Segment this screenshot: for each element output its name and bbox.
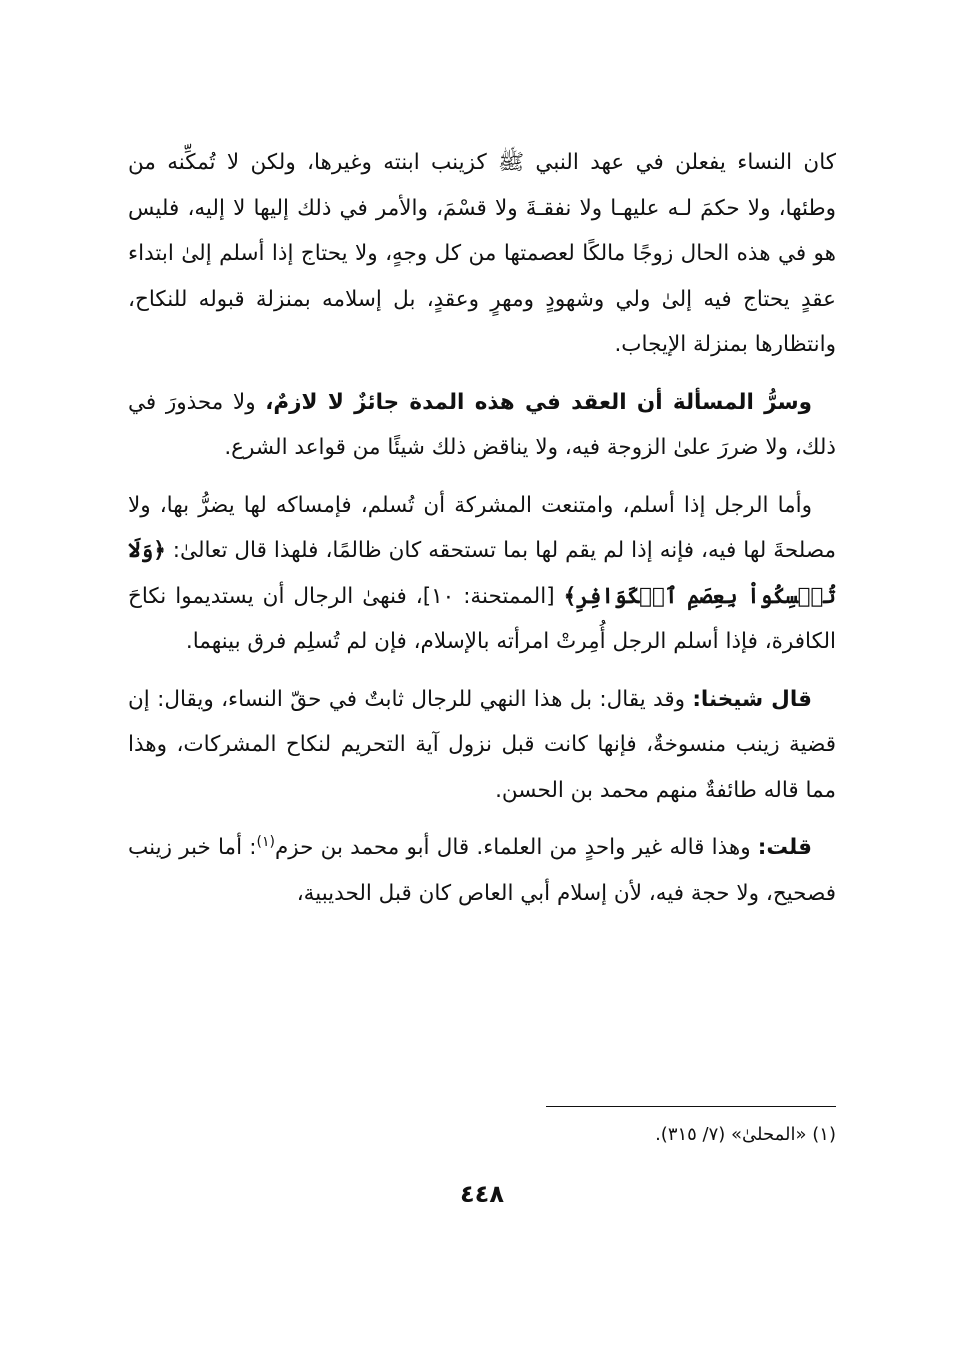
paragraph-4-text: وقد يقال: بل هذا النهي للرجال ثابتٌ في حقّ النساء، ويقال: إن قضية زينب منسوخةٌ، فإنها كانت قبل نزول آية التحريم لنكاح المشركات، وهذا مما قاله طائفةٌ منهم محمد بن الحسن. <box>128 686 836 803</box>
main-text <box>128 140 836 928</box>
paragraph-5 <box>128 825 836 916</box>
footnote-reference[interactable]: (١) <box>256 833 275 850</box>
paragraph-3-text-a: وأما الرجل إذا أسلم، وامتنعت المشركة أن تُسلم، فإمساكه لها يضرُّ بها، ولا مصلحةَ لها فيه، فإنه إذا لم يقم لها بما تستحقه كان ظالمًا، فلهذا قال تعالىٰ: <box>128 492 836 563</box>
paragraph-2 <box>128 380 836 471</box>
paragraph-5-text-b: : أما خبر زينب فصحيح، ولا حجة فيه، لأن إسلام أبي العاص كان قبل الحديبية، <box>128 835 836 906</box>
page-number: ٤٤٨ <box>460 1180 504 1208</box>
paragraph-5-bold-text: قلت: <box>757 835 812 860</box>
paragraph-2-text: ولا محذورَ في ذلك، ولا ضررَ علىٰ الزوجة فيه، ولا يناقض ذلك شيئًا من قواعد الشرع. <box>128 389 836 460</box>
quran-verse: ﴿وَلَا تُمۡسِكُواْ بِعِصَمِ ٱلۡكَوَافِرِ﴾ <box>128 538 836 609</box>
paragraph-4 <box>128 677 836 814</box>
paragraph-3 <box>128 483 836 665</box>
paragraph-3-text-b: [الممتحنة: ١٠]، فنهىٰ الرجال أن يستديموا نكاحَ الكافرة، فإذا أسلم الرجل أُمِرتْ امرأته بالإسلام، فإن لم تُسلِم فرق بينهما. <box>128 583 836 654</box>
paragraph-1-text: كان النساء يفعلن في عهد النبي ﷺ كزينب ابنته وغيرها، ولكن لا تُمكِّنه من وطئها، ولا حكمَ لـه عليهـا ولا نفقـةَ ولا قسْمَ، والأمر في ذلك إليها لا إليه، فليس هو في هذه الحال زوجًا مالكًا لعصمتها من كل وجهٍ، ولا يحتاج إذا أسلم إلىٰ ابتداء عقدٍ يحتاج فيه إلىٰ ولي وشهودٍ ومهرٍ وعقدٍ، بل إسلامه بمنزلة قبوله للنكاح، وانتظارها بمنزلة الإيجاب. <box>128 150 836 357</box>
footnote-divider <box>546 1106 836 1107</box>
footnote: (١) «المحلىٰ» (٧/ ٣١٥). <box>655 1124 836 1145</box>
paragraph-5-text-a: وهذا قاله غير واحدٍ من العلماء. قال أبو محمد بن حزم <box>274 835 758 860</box>
paragraph-4-bold-text: قال شيخنا: <box>692 686 812 712</box>
paragraph-2-bold-text: وسرُّ المسألة أن العقد في هذه المدة جائزٌ لا لازمٌ، <box>265 389 812 415</box>
paragraph-1 <box>128 140 836 368</box>
